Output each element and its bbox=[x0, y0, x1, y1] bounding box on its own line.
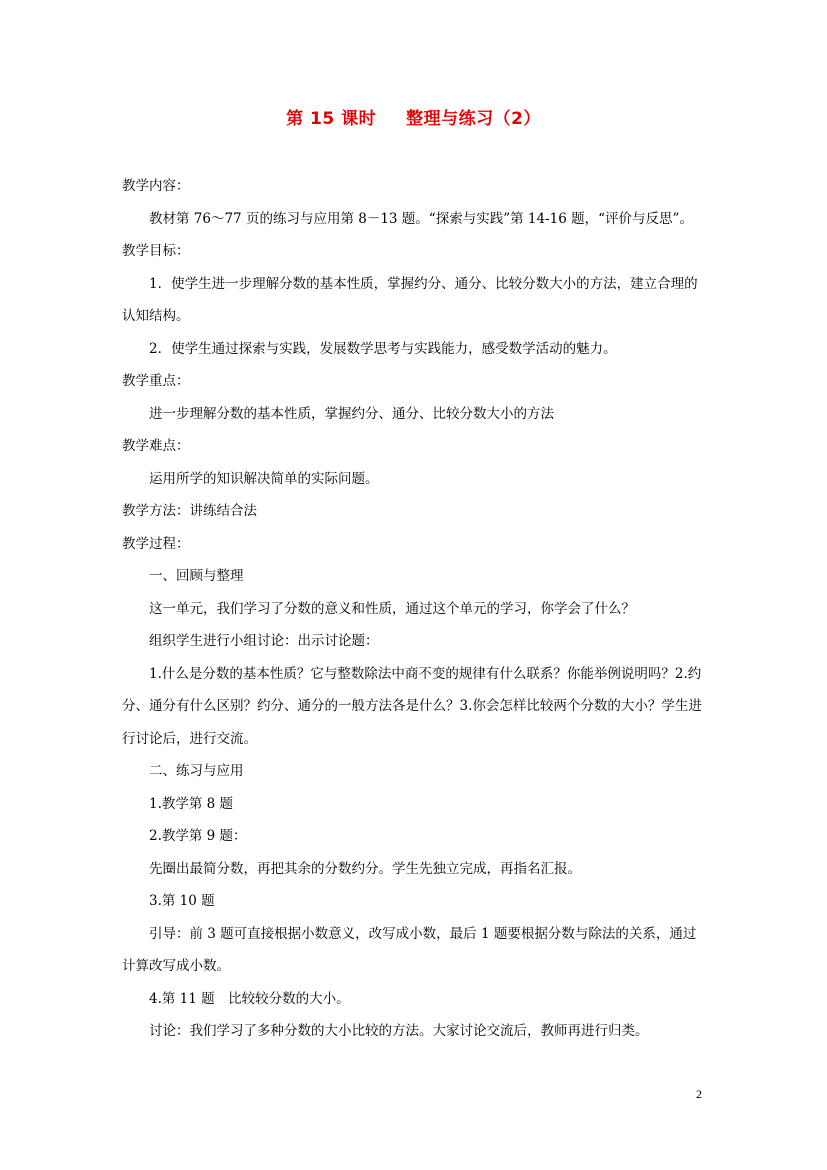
heading-key-points: 教学重点： bbox=[122, 373, 190, 389]
practice-item-3-text: 引导：前 3 题可直接根据小数意义，改写成小数，最后 1 题要根据分数与除法的关系，通过计算改写成小数。 bbox=[122, 925, 697, 974]
practice-item-4: 4.第 11 题 比较较分数的大小。 bbox=[149, 990, 350, 1007]
heading-teaching-process: 教学过程： bbox=[122, 535, 190, 552]
paragraph-teaching-content: 教材第 76～77 页的练习与应用第 8－13 题。“探索与实践”第 14-16 题，“评价与反思”。 bbox=[149, 210, 693, 227]
section-practice: 二、练习与应用 bbox=[149, 763, 244, 779]
lesson-number: 第 15 课时 bbox=[286, 109, 377, 129]
practice-item-2: 2.教学第 9 题： bbox=[149, 828, 247, 844]
page-number: 2 bbox=[696, 1087, 702, 1101]
heading-difficulties: 教学难点： bbox=[122, 438, 190, 454]
practice-item-2-text: 先圈出最简分数，再把其余的分数约分。学生先独立完成，再指名汇报。 bbox=[149, 860, 581, 877]
section-review: 一、回顾与整理 bbox=[149, 568, 244, 584]
paragraph-goal-1: 1．使学生进一步理解分数的基本性质，掌握约分、通分、比较分数大小的方法，建立合理的认知结构。 bbox=[122, 275, 698, 324]
paragraph-review: 这一单元，我们学习了分数的意义和性质，通过这个单元的学习，你学会了什么？ bbox=[149, 600, 635, 617]
teaching-method: 教学方法：讲练结合法 bbox=[122, 503, 257, 519]
paragraph-discussion: 组织学生进行小组讨论：出示讨论题： bbox=[149, 633, 379, 649]
paragraph-goal-2: 2．使学生通过探索与实践，发展数学思考与实践能力，感受数学活动的魅力。 bbox=[149, 340, 617, 357]
document-body bbox=[122, 170, 707, 1048]
heading-teaching-content: 教学内容： bbox=[122, 178, 190, 194]
practice-item-1: 1.教学第 8 题 bbox=[149, 795, 234, 812]
practice-item-4-text: 讨论：我们学习了多种分数的大小比较的方法。大家讨论交流后，教师再进行归类。 bbox=[149, 1023, 649, 1039]
lesson-topic: 整理与练习（2） bbox=[406, 109, 541, 129]
paragraph-difficulties: 运用所学的知识解决简单的实际问题。 bbox=[149, 470, 379, 487]
paragraph-discussion-questions: 1.什么是分数的基本性质？它与整数除法中商不变的规律有什么联系？你能举例说明吗？2.约分、通分有什么区别？约分、通分的一般方法各是什么？3.你会怎样比较两个分数的大小？学生进行讨论后，进行交流。 bbox=[122, 665, 702, 747]
practice-item-3: 3.第 10 题 bbox=[149, 893, 215, 909]
heading-teaching-goals: 教学目标： bbox=[122, 243, 190, 259]
paragraph-key-points: 进一步理解分数的基本性质，掌握约分、通分、比较分数大小的方法 bbox=[149, 405, 554, 422]
page-title bbox=[0, 104, 827, 129]
